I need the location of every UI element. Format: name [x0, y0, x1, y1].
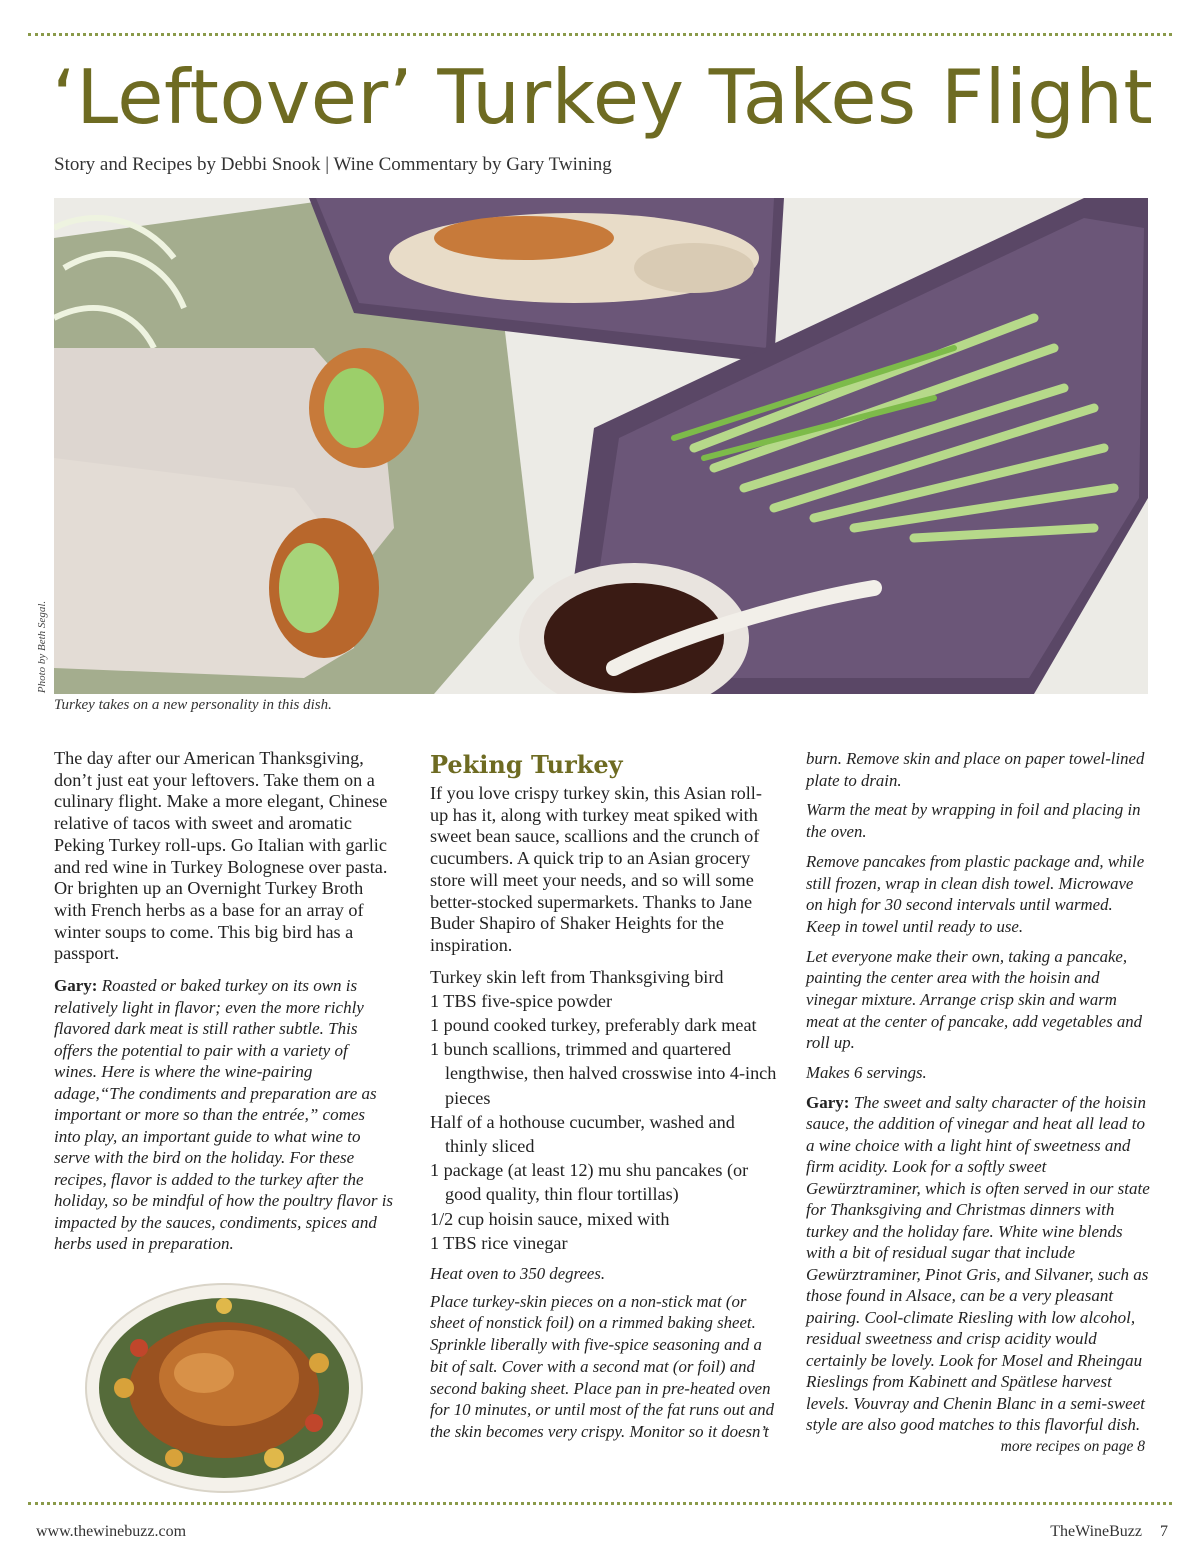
recipe-title: Peking Turkey	[430, 750, 623, 779]
recipe-step: Let everyone make their own, taking a pancake, painting the center area with the hoisin and vinegar mixture. Arrange crisp skin and warm meat at the center of pancake, add vegetables and roll up.	[806, 946, 1142, 1053]
ingredient-item: 1/2 cup hoisin sauce, mixed with	[430, 1208, 670, 1229]
column-intro	[54, 748, 394, 1255]
gary-text: Roasted or baked turkey on its own is relatively light in flavor; even the more richly flavored dark meat is still rather subtle. This offers the potential to pair with a variety of wines. Here is where the wine-pairing adage,“The condiments and preparation are as important or more so than the entrée,” comes into play, an important guide to what wine to serve with the bird on the holiday. For these recipes, flavor is added to the turkey after the holiday, so be mindful of how the poultry flavor is impacted by the sauces, condiments, spices and herbs used in preparation.	[54, 976, 394, 1254]
gary-label: Gary:	[806, 1092, 850, 1112]
photo-caption: Turkey takes on a new personality in this dish.	[54, 697, 332, 713]
ingredient-item: Turkey skin left from Thanksgiving bird	[430, 966, 724, 987]
hero-photo	[54, 198, 1148, 694]
footer-brand	[1050, 1523, 1168, 1541]
ingredient-item: 1 bunch scallions, trimmed and quartered lengthwise, then halved crosswise into 4-inch pieces	[430, 1039, 777, 1108]
footer-website[interactable]: www.thewinebuzz.com	[36, 1523, 187, 1540]
more-recipes-link[interactable]: more recipes on page 8	[1000, 1437, 1145, 1455]
column-recipe-continued	[806, 748, 1151, 1456]
gary-text: The sweet and salty character of the hoisin sauce, the addition of vinegar and heat all lead to a wine choice with a light hint of sweetness and firm acidity. Look for a softly sweet Gewürztraminer, which is often served in our state for Thanksgiving and Christmas dinners with turkey and the holiday fare. White wine blends with a bit of residual sugar that include Gewürztraminer, Pinot Gris, and Silvaner, such as those found in Alsace, can be a very pleasant pairing. Cool-climate Riesling with low alcohol, residual sweetness and crisp acidity would certainly be lovely. Look for Mosel and Rheingau Rieslings from Kabinett and Spätlese harvest levels. Vouvray and Chenin Blanc in a semi-sweet style are also good matches to this flavorful dish.	[806, 1092, 1150, 1435]
recipe-step: Heat oven to 350 degrees.	[430, 1264, 606, 1284]
ingredient-item: 1 TBS five-spice powder	[430, 990, 613, 1011]
byline: Story and Recipes by Debbi Snook | Wine Commentary by Gary Twining	[54, 154, 612, 175]
gary-commentary-intro	[54, 975, 394, 1255]
ingredient-item: Half of a hothouse cucumber, washed and thinly sliced	[430, 1111, 735, 1157]
top-dotted-rule	[28, 33, 1172, 36]
roast-turkey-image	[84, 1278, 364, 1494]
intro-paragraph: The day after our American Thanksgiving, don’t just eat your leftovers. Take them on a culinary flight. Make a more elegant, Chinese relative of tacos with sweet and aromatic Peking Turkey roll-ups. Go Italian with garlic and red wine in Turkey Bolognese over pasta. Or brighten up an Overnight Turkey Broth with French herbs as a base for an array of winter soups to come. This big bird has a passport.	[54, 748, 388, 964]
photo-credit: Photo by Beth Segal.	[36, 600, 48, 694]
column-recipe	[430, 748, 780, 1443]
ingredient-item: 1 package (at least 12) mu shu pancakes (or good quality, thin flour tortillas)	[430, 1160, 749, 1205]
recipe-step: Place turkey-skin pieces on a non-stick mat (or sheet of nonstick foil) on a rimmed baking sheet. Sprinkle liberally with five-spice seasoning and a bit of salt. Cover with a second mat (or foil) and second baking sheet. Place pan in pre-heated oven for 10 minutes, or until most of the fat runs out and the skin becomes very crispy. Monitor so it doesn’t	[430, 1291, 775, 1441]
bottom-dotted-rule	[28, 1502, 1172, 1505]
article-title: ‘Leftover’ Turkey Takes Flight	[52, 53, 1154, 141]
ingredient-list	[430, 965, 780, 1255]
ingredient-item: 1 TBS rice vinegar	[430, 1232, 568, 1253]
recipe-step: Remove pancakes from plastic package and, while still frozen, wrap in clean dish towel. Microwave on high for 30 second intervals until warmed. Keep in towel until ready to use.	[806, 851, 1145, 936]
ingredient-item: 1 pound cooked turkey, preferably dark meat	[430, 1015, 757, 1036]
peking-turkey-photo	[54, 198, 1148, 694]
brand-name: TheWineBuzz	[1050, 1523, 1142, 1540]
gary-label: Gary:	[54, 976, 98, 996]
gary-commentary-recipe	[806, 1092, 1151, 1436]
recipe-intro: If you love crispy turkey skin, this Asian roll-up has it, along with turkey meat spiked with sweet bean sauce, scallions and the crunch of cucumbers. A quick trip to an Asian grocery store will meet your needs, and so will some better-stocked supermarkets. Thanks to Jane Buder Shapiro of Shaker Heights for the inspiration.	[430, 783, 762, 955]
recipe-step: burn. Remove skin and place on paper towel-lined plate to drain.	[806, 749, 1145, 790]
page-number: 7	[1160, 1523, 1168, 1540]
recipe-servings: Makes 6 servings.	[806, 1063, 927, 1083]
recipe-step: Warm the meat by wrapping in foil and placing in the oven.	[806, 800, 1141, 842]
